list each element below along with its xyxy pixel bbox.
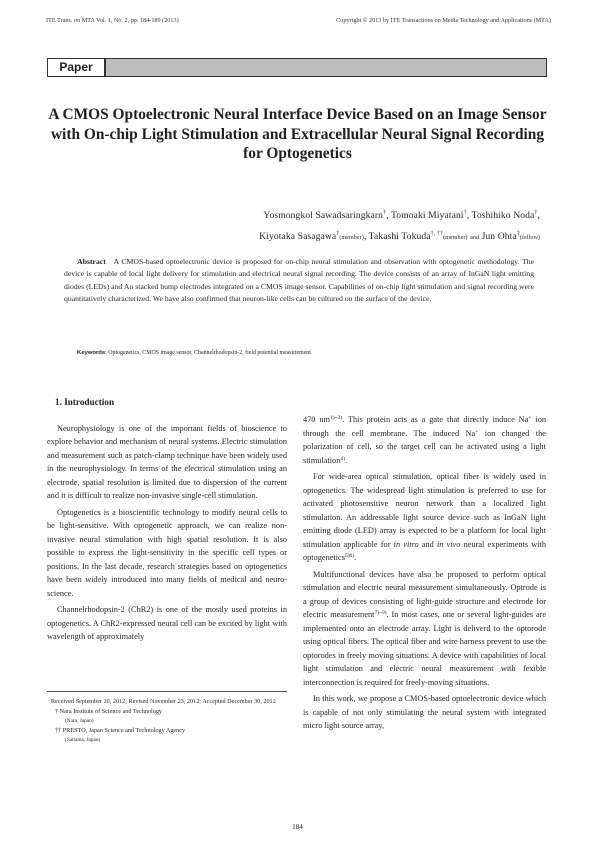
body-paragraph: For wide-area optical stimulation, optical fiber is widely used in optogenetics. The widespread light stimulation is preferred to use for activated photosensitive neuron network than a localized light stimulation. An addressable light source device such as InGaN light emitting diode (LED) array is expected to be a platform for local light stimulation applicable for in vitro and in vivo neural experiments with optogenetics$^{5)6)}$.: [303, 472, 546, 562]
author-name: Yosmongkol Sawadsaringkarn: [263, 210, 384, 221]
keywords: [77, 350, 537, 356]
body-paragraph: In this work, we propose a CMOS-based optoelectronic device which is capable of not only stimulating the neural system with integrated micro light source array,: [303, 694, 546, 730]
keywords-text: : Optogenetics, CMOS image sensor, Channelrhodopsin-2, field potential measurement: [105, 350, 311, 356]
citation: 5)6): [344, 553, 355, 559]
section-tag-strip: [105, 58, 547, 77]
author-name: Jun Ohta: [481, 231, 517, 242]
author-list: Yosmongkol Sawadsaringkarn†, Tomoaki Miyatani†, Toshihiko Noda†, Kiyotaka Sasagawa†(member), Takashi Tokuda†, ††(member) and Jun Ohta†(fellow): [259, 210, 540, 242]
citation: 1)~3): [329, 415, 343, 421]
citation: 7)~9): [374, 610, 387, 616]
abstract-text: A CMOS-based optoelectronic device is proposed for on-chip neural stimulation and observation with optogenetic methodology. The device is capable of local light delivery for stimulation and electrical neural signal recording. The device consists of an array of InGaN light emitting diodes (LEDs) and Au stacked bump electrodes integrated on a CMOS image sensor. Capabilities of on-chip light stimulation and signal recording were quantitatively characterized. We have also confirmed that neuron-like cells can be cultured on the surface of the device.: [64, 257, 535, 304]
section-heading: 1. Introduction: [55, 397, 115, 407]
running-header-right: Copyright © 2013 by ITE Transactions on Media Technology and Applications (MTA): [336, 17, 551, 24]
body-paragraph: Channelrhodopsin-2 (ChR2) is one of the mostly used proteins in optogenetics. A ChR2-expressed neural cell can be excited by light with wavelength of approximately: [47, 605, 287, 641]
author-name: Takashi Tokuda: [368, 231, 431, 242]
author-name: Toshihiko Noda: [471, 210, 535, 221]
affiliation: † Nara Institute of Science and Technology: [55, 707, 163, 715]
keywords-label: Keywords: [77, 350, 106, 356]
body-paragraph: 470 $nm^{1)\sim 3)}$. This protein acts as a gate that directly induce Na+ ion through the cell membrane. The induced Na+ ion changed the polarization of cell, so the target cell can be activated using a light stimulation$^{4)}$.: [303, 415, 546, 465]
citation: 4): [340, 455, 345, 462]
author-name: Tomoaki Miyatani: [391, 210, 464, 221]
body-paragraph: Neurophysiology is one of the important fields of bioscience to explore behavior and mechanism of neural systems. Electric stimulation and measurement such as patch-clamp technique have been widely used in the neurophysiology. In terms of the electrical stimulation using an electrode, spatial resolution is limited due to dispersion of the current and it is difficult to realize non-invasive single-cell stimulation.: [47, 423, 287, 500]
footnotes: [51, 697, 287, 746]
affiliation-location: (Nara, Japan): [65, 717, 94, 724]
affiliation-location: (Saitama, Japan): [65, 737, 101, 744]
abstract: [64, 256, 534, 306]
abstract-label: Abstract: [77, 257, 106, 266]
affiliation: †† PRESTO, Japan Science and Technology Agency: [55, 727, 186, 735]
section-tag: Paper: [47, 58, 105, 77]
paper-title: A CMOS Optoelectronic Neural Interface Device Based on an Image Sensor with On-chip Light Stimulation and Extracellular Neural Signal Recording for Optogenetics: [48, 106, 547, 162]
body-paragraph: Optogenetics is a bioscientific technology to modify neural cells to be light-sensitive. With optogenetic approach, we can realize non-invasive neural stimulation with high spatial resolution. It is also possible to express the light-sensitivity in the specific cell types or positions. In the last decade, research strategies based on optogenetics have been widely introduced into many fields of medical and neuro-science.: [47, 507, 287, 598]
footnote-divider: [47, 691, 287, 692]
received-dates: Received September 20, 2012; Revised November 23, 2012; Accepted December 30, 2012: [51, 698, 276, 705]
body-column-right: [303, 413, 546, 733]
body-paragraph: Multifunctional devices have also be proposed to perform optical stimulation and electric neural measurement simultaneously. Optrode is a group of devices consisting of light-guide structure and electrode for electric measurement$^{7)\sim 9)}$. In most cases, one or several light-guides are implemented onto an electrode array. Light is deliverd to the optorode using optical fibers. The optical fiber and wire harness prevent to use the optorodes in freely moving situations. A device with capabilities of local light stimulation and electric neural measurement with fexible interconnection is required for freely-moving situations.: [303, 569, 546, 687]
author-name: Kiyotaka Sasagawa: [259, 231, 337, 242]
section-tag-bar: [47, 58, 547, 77]
body-column-left: [47, 378, 287, 644]
page-number: 184: [292, 823, 303, 831]
running-header-left: ITE Trans. on MTA Vol. 1, No. 2, pp. 184-189 (2013): [46, 17, 179, 24]
